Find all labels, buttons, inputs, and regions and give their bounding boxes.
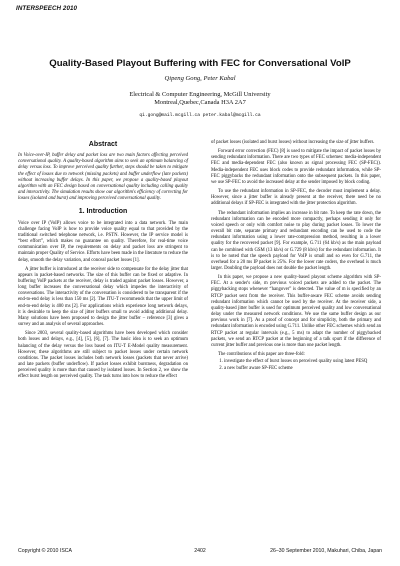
right-paragraph-6: The contributions of this paper are three-fold: (218, 352, 305, 357)
right-paragraph-2: Forward error correction (FEC) [8] is used to mitigate the impact of packet losses by sending redundant information. There are two types of FEC schemes: media-independent FEC and media-dependent FEC (also known as signal processing FEC (SP-FEC)). Media-independent FEC uses block codes to provide redundant information, while SP-FEC piggybacks the redundant information onto the subsequent packets. In this paper, we use SP-FEC to avoid the increased delay at the sender imposed by block coding. (211, 149, 381, 185)
right-paragraph-5: In this paper, we propose a new quality-based playout scheme algorithm with SP-FEC. At a sender's side, m previous voiced packets are added to the packet. The piggybacking stops whenever “hangover” is detected. The value of m is specified by an RTCP packet sent from the receiver. This buffer-aware FEC scheme avoids sending redundant information which cannot be used by the receiver. At the receiver side, a quality-based jitter buffer is used for optimum perceived quality and low conversational delay under the measured network conditions. We use the same buffer design as our previous work in [7]. As a proof of concept and for simplicity, both the primary and redundant information is encoded using G.711. Unlike other FEC schemes which send an RTCP packet at regular intervals (e.g., 5 ms) to adapt the number of piggybacked packets, we send an RTCP packet at the beginning of a talk spurt if the difference of current jitter buffer and previous one is more than one packet length. (211, 275, 381, 348)
intro-paragraph-2: A jitter buffer is introduced at the receiver side to compensate for the delay jitter that appears in packet-based networks. The size of this buffer can be fixed or adaptive. In buffering VoIP packets at the receiver, delay is traded against packet losses. However, a long buffer increases the conversational delay which impedes the interactivity of conversations. The interactivity of the conversation is considered to be transparent if the end-to-end delay is less than 150 ms [2]. The ITU-T recommends that the upper limit of end-to-end delay is 400 ms [2]. For applications which experience long network delays, it is desirable to keep the size of jitter buffers small to avoid adding additional delay. Many solutions have been proposed to design the jitter buffer – reference [3] gives a survey and an analysis of several approaches. (18, 266, 188, 328)
right-column (211, 140, 381, 373)
footer-dates: 26–30 September 2010, Makuhari, Chiba, Japan (270, 548, 382, 554)
affiliation-line1: Electrical & Computer Engineering, McGill University (129, 91, 271, 98)
list-item: 2. a new buffer aware SP-FEC scheme (224, 366, 381, 372)
introduction-heading: 1. Introduction (78, 208, 128, 216)
right-paragraph-4: The redundant information implies an increase in bit rate. To keep the rate down, the redundant information can be encoded more compactly, perhaps sending it only for voiced speech or only with comfort noise to play during packet losses. To lower the overall bit rate, separate primary and redundant encoding can be used to code the redundant information using a lower rate-compression method, resulting in a lower quality for the recovered packet [9]. For example, G.711 (64 kb/s) as the main payload can be combined with GSM (13 kb/s) or G.729 (8 kb/s) for the redundant information. It is to be noted that the speech payload for VoIP is small and so even for G.711, the overhead for a 20 ms IP packet is 25%. For the lower rate coders, the overhead is much larger. Doubling the payload does not double the packet length. (211, 210, 381, 271)
paper-title: Quality-Based Playout Buffering with FEC for Conversational VoIP (49, 58, 351, 69)
intro-paragraph-3: Since 2003, several quality-based algorithms have been developed which consider both losses and delays, e.g., [4], [5], [6], [7]. The basic idea is to seek an optimum balancing of the delay versus the loss based on ITU-T E-Model quality measurement. However, these algorithms are still subject to packet losses under certain network conditions. The packet losses includes both network losses (packets that never arrive) and late packets (buffer underflow). If packet losses exhibit burstness, degradation on perceived quality is more than that caused by isolated losses. In Section 2, we show the effect burst length on perceived quality. The task turns into how to reduce the effect (18, 331, 188, 380)
footer-page-number: 2402 (194, 548, 206, 554)
contributions-list (211, 359, 381, 372)
footer-copyright: Copyright © 2010 ISCA (18, 548, 72, 554)
abstract-text: In Voice-over-IP, buffer delay and packet loss are two main factors affecting perceived conversational quality. A quality-based algorithm aims to seek an optimum balancing of delay versus loss. To improve perceived quality further, steps should be taken to mitigate the effect of losses due to network (missing packets) and buffer underflow (late packets) without increasing buffer delays. In this paper, we propose a quality-based playout algorithm with an FEC design based on conversational quality including calling quality and interactivity. The simulation results show our algorithm's efficiency of correcting for losses (isolated and burst) and improving perceived conversational quality. (18, 153, 188, 202)
left-column (18, 140, 188, 380)
paper-authors: Qipeng Gong, Peter Kabal (164, 75, 236, 82)
conference-header: INTERSPEECH 2010 (16, 5, 78, 12)
abstract-heading: Abstract (88, 141, 118, 148)
affiliation-line2: Montreal,Quebec,Canada H3A 2A7 (154, 99, 246, 106)
list-item: 1. investigate the effect of burst losses on perceived quality using latest PESQ (224, 359, 381, 365)
right-paragraph-3: To use the redundant information in SP-FEC, the decoder must implement a delay. However, since a jitter buffer is already present at the receiver, there need be no additional delays if SP-FEC is integrated with the jitter protection algorithm. (211, 189, 381, 207)
right-paragraph-1: of packet losses (isolated and burst losses) without increasing the size of jitter buffers. (211, 140, 375, 145)
intro-paragraph-1: Voice over IP (VoIP) allows voice to be integrated into a data network. The main challenge facing VoIP is how to provide voice quality equal to that provided by the traditional switched telephone network, i.e. PSTN. However, the IP service model is “best effort”, which makes no guarantee on quality. Therefore, for real-time voice communication over IP, the requirements on delay and packet loss are stringent to maintain proper Quality of Service. Efforts have been made in the literature to reduce the delay, smooth the delay variation, and conceal packet losses [1]. (18, 220, 188, 263)
author-emails: qi.gong@mail.mcgill.ca peter.kabal@mcgill.ca (139, 113, 261, 118)
